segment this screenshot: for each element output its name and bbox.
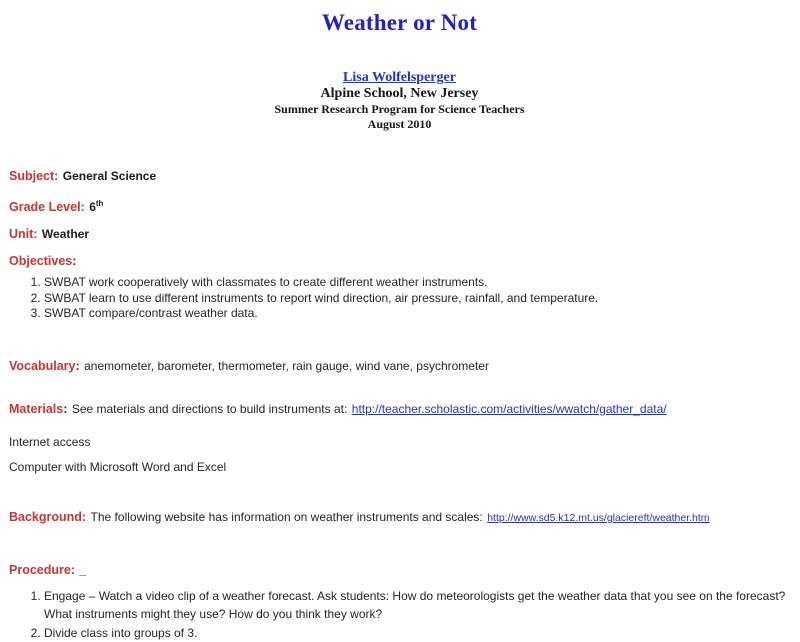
unit-label: Unit: bbox=[9, 227, 38, 241]
subject-value: General Science bbox=[62, 169, 157, 183]
procedure-label: Procedure: bbox=[9, 563, 75, 577]
materials-link[interactable]: http://teacher.scholastic.com/activities/wwatch/gather_data/ bbox=[351, 402, 667, 416]
materials-line-internet: Internet access bbox=[9, 435, 91, 449]
procedure-item: 1. Engage – Watch a video clip of a weather forecast. Ask students: How do meteorologists get the weather data that you see on the forecast? What instruments might they use? How do you think they work? bbox=[44, 587, 790, 623]
materials-text: See materials and directions to build instruments at: bbox=[71, 402, 348, 416]
school-line: Alpine School, New Jersey bbox=[320, 86, 479, 101]
page-title: Weather or Not bbox=[321, 10, 478, 35]
subject-label: Subject: bbox=[9, 169, 59, 183]
grade-level-value: 6th bbox=[89, 199, 104, 214]
vocabulary-label: Vocabulary bbox=[9, 359, 76, 373]
document-body bbox=[9, 168, 790, 642]
document-header bbox=[9, 10, 790, 132]
background-row bbox=[9, 509, 790, 526]
objectives-label: Objectives bbox=[9, 254, 73, 268]
background-link[interactable]: http://www.sd5.k12.mt.us/glaciereft/weather.htm bbox=[487, 512, 710, 524]
objective-item: 2. SWBAT learn to use different instruments to report wind direction, air pressure, rainfall, and temperature. bbox=[44, 291, 790, 306]
materials-label: Materials bbox=[9, 402, 64, 416]
subject-row bbox=[9, 168, 790, 184]
unit-value: Weather bbox=[41, 227, 90, 241]
vocabulary-row: Vocabulary: anemometer, barometer, thermometer, rain gauge, wind vane, psychrometer bbox=[9, 359, 489, 373]
vocabulary-text: anemometer, barometer, thermometer, rain gauge, wind vane, psychrometer bbox=[84, 359, 489, 373]
grade-level-label: Grade Level: bbox=[9, 200, 85, 214]
materials-line-computer: Computer with Microsoft Word and Excel bbox=[9, 460, 227, 474]
background-label: Background: bbox=[9, 510, 87, 524]
procedure-suffix: _ bbox=[79, 563, 87, 577]
procedure-list bbox=[26, 587, 790, 642]
objective-item: 1. SWBAT work cooperatively with classmates to create different weather instruments. bbox=[44, 275, 790, 290]
objectives-list bbox=[26, 275, 790, 321]
grade-level-row bbox=[9, 196, 790, 215]
background-text: The following website has information on weather instruments and scales: bbox=[90, 510, 483, 524]
procedure-heading bbox=[9, 562, 790, 578]
objective-item: 3. SWBAT compare/contrast weather data. bbox=[44, 306, 790, 321]
materials-row: Materials: See materials and directions to build instruments at: http://teacher.scholastic.com/activities/wwatch/gather_data/ bbox=[9, 402, 667, 416]
objectives-heading: Objectives: bbox=[9, 254, 77, 268]
unit-row bbox=[9, 226, 790, 242]
author-link[interactable]: Lisa Wolfelsperger bbox=[343, 70, 456, 85]
program-line: Summer Research Program for Science Teachers bbox=[274, 102, 525, 116]
procedure-item: 2. Divide class into groups of 3. bbox=[44, 624, 790, 642]
date-line: August 2010 bbox=[367, 117, 432, 131]
